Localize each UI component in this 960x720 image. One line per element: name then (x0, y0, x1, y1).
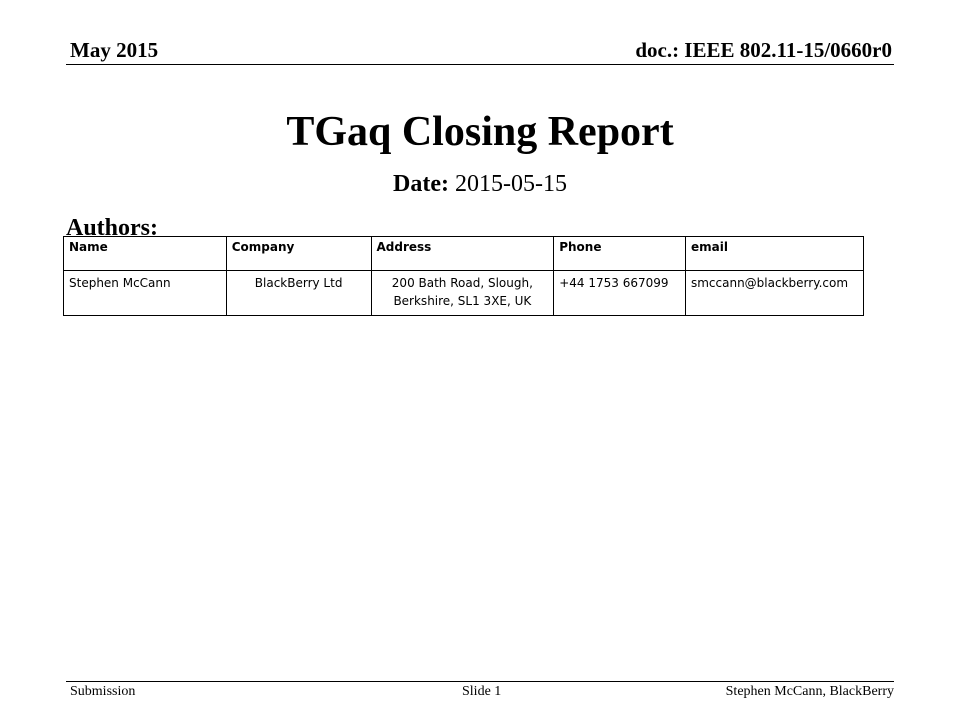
date-value: 2015-05-15 (454, 171, 567, 197)
header-company: Company (226, 237, 371, 271)
header-doc-id: doc.: IEEE 802.11-15/0660r0 (635, 38, 892, 62)
authors-label: Authors: (66, 215, 159, 241)
footer-submission: Submission (70, 684, 136, 699)
authors-table (63, 236, 864, 316)
author-name: Stephen McCann (64, 271, 227, 316)
author-address: 200 Bath Road, Slough, Berkshire, SL1 3XE, UK (371, 271, 554, 316)
header-address: Address (371, 237, 554, 271)
footer-slide-number: Slide 1 (462, 684, 502, 699)
author-phone: +44 1753 667099 (554, 271, 686, 316)
footer-divider (66, 681, 894, 682)
table-row (64, 271, 864, 316)
date-line (0, 169, 960, 199)
header-divider (66, 64, 894, 65)
author-company: BlackBerry Ltd (226, 271, 371, 316)
header-email: email (685, 237, 863, 271)
table-header-row (64, 237, 864, 271)
slide-title: TGaq Closing Report (286, 109, 674, 155)
header-name: Name (64, 237, 227, 271)
date-label: Date: (393, 171, 449, 197)
author-email: smccann@blackberry.com (685, 271, 863, 316)
header-date: May 2015 (70, 38, 159, 62)
header-phone: Phone (554, 237, 686, 271)
footer-author: Stephen McCann, BlackBerry (725, 684, 894, 699)
